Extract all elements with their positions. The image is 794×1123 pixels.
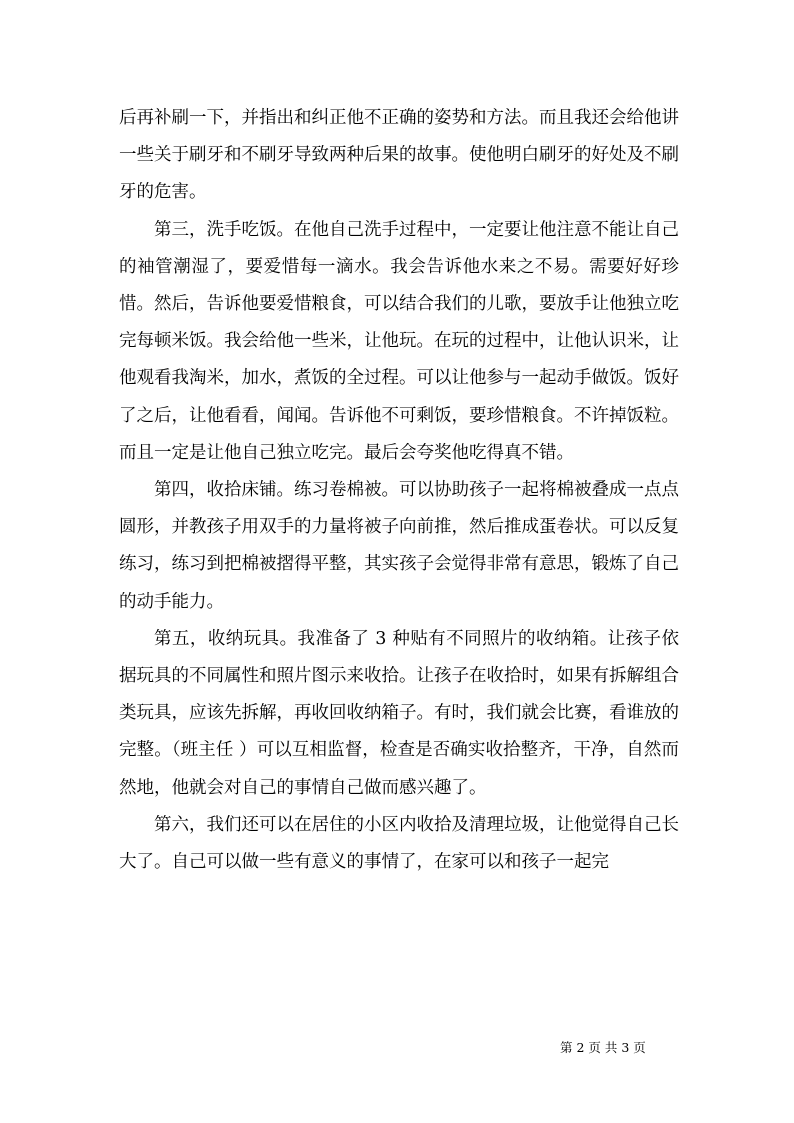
paragraph-step-six: 第六，我们还可以在居住的小区内收拾及清理垃圾，让他觉得自己长大了。自己可以做一些有意义的事情了，在家可以和孩子一起完 <box>119 814 679 873</box>
document-body <box>119 100 679 881</box>
page-number-footer: 第 2 页 共 3 页 <box>560 1040 646 1055</box>
paragraph-step-three: 第三，洗手吃饭。在他自己洗手过程中，一定要让他注意不能让自己的袖管潮湿了，要爱惜每一滴水。我会告诉他水来之不易。需要好好珍惜。然后，告诉他要爱惜粮食，可以结合我们的儿歌，要放手让他独立吃完每顿米饭。我会给他一些米，让他玩。在玩的过程中，让他认识米，让他观看我淘米，加水，煮饭的全过程。可以让他参与一起动手做饭。饭好了之后，让他看看，闻闻。告诉他不可剩饭，要珍惜粮食。不许掉饭粒。而且一定是让他自己独立吃完。最后会夸奖他吃得真不错。 <box>119 219 679 463</box>
paragraph-step-four: 第四，收拾床铺。练习卷棉被。可以协助孩子一起将棉被叠成一点点圆形，并教孩子用双手的力量将被子向前推，然后推成蛋卷状。可以反复练习，练习到把棉被摺得平整，其实孩子会觉得非常有意思，锻炼了自己的动手能力。 <box>119 480 679 612</box>
paragraph-step-five: 第五，收纳玩具。我准备了 3 种贴有不同照片的收纳箱。让孩子依据玩具的不同属性和照片图示来收拾。让孩子在收拾时，如果有拆解组合类玩具，应该先拆解，再收回收纳箱子。有时，我们就会比赛，看谁放的完整。（班主任 ）可以互相监督，检查是否确实收拾整齐，干净，自然而然地，他就会对自己的事情自己做而感兴趣了。 <box>119 628 679 798</box>
paragraph-continuation: 后再补刷一下，并指出和纠正他不正确的姿势和方法。而且我还会给他讲一些关于刷牙和不刷牙导致两种后果的故事。使他明白刷牙的好处及不刷牙的危害。 <box>119 108 679 203</box>
